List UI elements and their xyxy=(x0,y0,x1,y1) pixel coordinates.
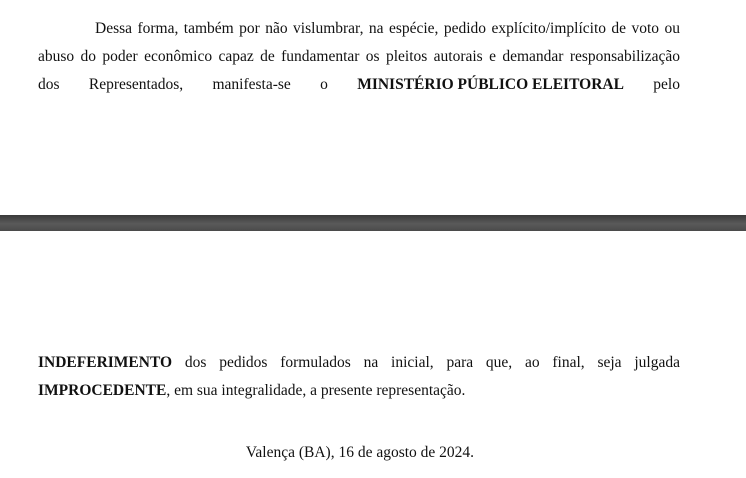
word: pelo xyxy=(653,76,680,93)
word: Representados, xyxy=(88,76,184,93)
paragraph-2-line-1 xyxy=(38,353,680,373)
paragraph-2-line-2 xyxy=(38,381,680,401)
page-break-separator xyxy=(0,215,746,231)
word: o xyxy=(320,76,328,93)
word: manifesta-se xyxy=(212,76,291,93)
paragraph-1-line-3 xyxy=(38,75,680,95)
ministerio-publico-eleitoral: MINISTÉRIO PÚBLICO ELEITORAL xyxy=(357,76,624,93)
paragraph-2-line-2-text: , em sua integralidade, a presente representação. xyxy=(166,382,466,399)
signature-date: Valença (BA), 16 de agosto de 2024. xyxy=(245,444,475,461)
paragraph-1-line-1: Dessa forma, também por não vislumbrar, na espécie, pedido explícito/implícito de voto ou xyxy=(95,20,680,37)
paragraph-1-line-2-text: abuso do poder econômico capaz de fundamentar os pleitos autorais e demandar responsabilização xyxy=(38,48,680,65)
word: dos xyxy=(38,76,60,93)
improcedente-label: IMPROCEDENTE xyxy=(38,382,167,399)
indeferimento-label: INDEFERIMENTO xyxy=(38,354,173,371)
paragraph-2-line-1-text: dos pedidos formulados na inicial, para que, ao final, seja julgada xyxy=(184,354,680,371)
paragraph-1-line-2 xyxy=(38,47,680,67)
